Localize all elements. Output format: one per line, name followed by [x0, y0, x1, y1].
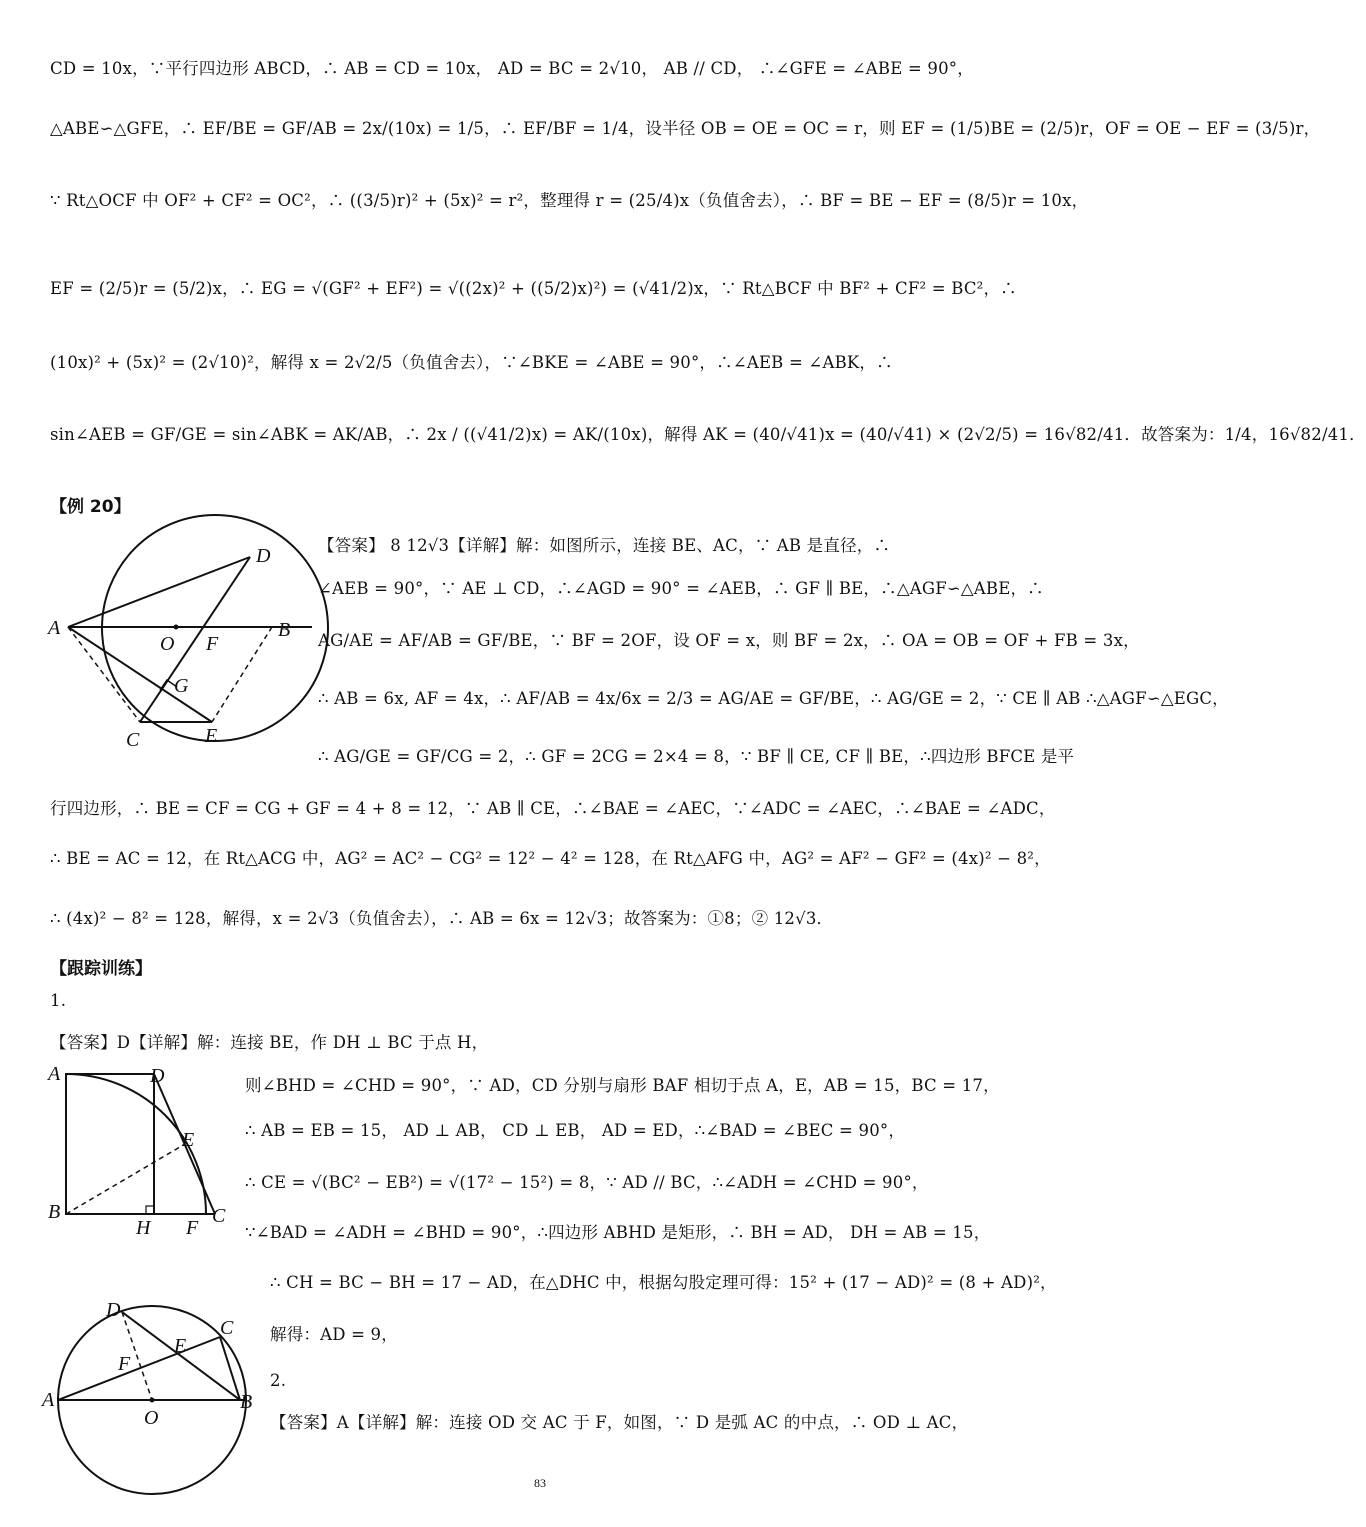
label-f: F — [186, 1217, 199, 1239]
text-line: 解得：AD = 9， — [270, 1325, 398, 1344]
text-line: ∴ (4x)² − 8² = 128，解得，x = 2√3（负值舍去），∴ AB = 6x = 12√3；故答案为：①8；② 12√3． — [50, 909, 834, 928]
text-line: ∵∠BAD = ∠ADH = ∠BHD = 90°，∴四边形 ABHD 是矩形，∴ BH = AD， DH = AB = 15， — [245, 1223, 991, 1242]
text-line: EF = (2/5)r = (5/2)x，∴ EG = √(GF² + EF²) = √((2x)² + ((5/2)x)²) = (√41/2)x，∵ Rt△BCF 中 BF² + CF² = BC²，∴ — [50, 279, 1017, 298]
text-line: ∴ BE = AC = 12，在 Rt△ACG 中，AG² = AC² − CG² = 12² − 4² = 128，在 Rt△AFG 中，AG² = AF² − GF² = (4x)² − 8²， — [50, 849, 1051, 868]
label-e: E — [205, 725, 218, 747]
label-o: O — [144, 1407, 159, 1429]
text-line: ∴ AB = 6x, AF = 4x，∴ AF/AB = 4x/6x = 2/3 = AG/AE = GF/BE，∴ AG/GE = 2，∵ CE ∥ AB ∴△AGF∽△EGC， — [318, 689, 1229, 708]
question-number: 2. — [270, 1371, 287, 1390]
label-c: C — [220, 1317, 234, 1339]
text-line: ∴ AB = EB = 15， AD ⊥ AB， CD ⊥ EB， AD = ED，∴∠BAD = ∠BEC = 90°， — [245, 1121, 906, 1140]
label-b: B — [240, 1391, 253, 1413]
label-f: F — [206, 633, 219, 655]
label-b: B — [278, 619, 291, 641]
text-line: 【答案】D【详解】解：连接 BE，作 DH ⊥ BC 于点 H， — [50, 1033, 489, 1052]
circle-figure-example20 — [40, 520, 310, 760]
label-e: E — [182, 1129, 195, 1151]
label-c: C — [212, 1205, 226, 1227]
example-heading: 【例 20】 — [50, 497, 131, 517]
circle-figure-q2 — [40, 1300, 260, 1470]
text-line: 【答案】A【详解】解：连接 OD 交 AC 于 F，如图，∵ D 是弧 AC 的中点，∴ OD ⊥ AC， — [270, 1413, 969, 1432]
label-a: A — [42, 1389, 55, 1411]
text-line: △ABE∽△GFE，∴ EF/BE = GF/AB = 2x/(10x) = 1/5，∴ EF/BF = 1/4，设半径 OB = OE = OC = r，则 EF = (1/5)BE = (2/5)r，OF = OE − EF = (3/5)r， — [50, 119, 1321, 138]
text-line: ∵ Rt△OCF 中 OF² + CF² = OC²，∴ ((3/5)r)² + (5x)² = r²，整理得 r = (25/4)x（负值舍去），∴ BF = BE − EF = (8/5)r = 10x， — [50, 191, 1089, 210]
label-e: E — [174, 1335, 187, 1357]
text-line: ∴ CE = √(BC² − EB²) = √(17² − 15²) = 8，∵ AD // BC，∴∠ADH = ∠CHD = 90°， — [245, 1173, 929, 1192]
text-line: CD = 10x，∵平行四边形 ABCD，∴ AB = CD = 10x， AD = BC = 2√10， AB // CD， ∴∠GFE = ∠ABE = 90°， — [50, 59, 974, 78]
text-line: sin∠AEB = GF/GE = sin∠ABK = AK/AB，∴ 2x / ((√41/2)x) = AK/(10x)，解得 AK = (40/√41)x = (40/√41) × (2√2/5) = 16√82/41．故答案为：1/4，16√82/41． — [50, 425, 1366, 444]
label-c: C — [126, 729, 140, 751]
text-line: ∠AEB = 90°，∵ AE ⊥ CD，∴∠AGD = 90° = ∠AEB，∴ GF ∥ BE，∴△AGF∽△ABE，∴ — [318, 579, 1044, 598]
label-a: A — [48, 617, 61, 639]
text-line: 【答案】 8 12√3【详解】解：如图所示，连接 BE、AC，∵ AB 是直径，∴ — [318, 536, 891, 555]
label-d: D — [256, 545, 271, 567]
section-heading: 【跟踪训练】 — [50, 959, 152, 979]
label-a: A — [48, 1063, 61, 1085]
label-g: G — [174, 675, 189, 697]
text-line: AG/AE = AF/AB = GF/BE，∵ BF = 2OF，设 OF = x，则 BF = 2x，∴ OA = OB = OF + FB = 3x， — [318, 631, 1140, 650]
text-line: (10x)² + (5x)² = (2√10)²，解得 x = 2√2/5（负值舍去），∵∠BKE = ∠ABE = 90°，∴∠AEB = ∠ABK，∴ — [50, 353, 893, 372]
label-f: F — [118, 1353, 131, 1375]
label-d: D — [106, 1299, 121, 1321]
question-number: 1. — [50, 991, 67, 1010]
label-b: B — [48, 1201, 61, 1223]
label-d: D — [150, 1065, 165, 1087]
text-line: ∴ CH = BC − BH = 17 − AD，在△DHC 中，根据勾股定理可得：15² + (17 − AD)² = (8 + AD)²， — [270, 1273, 1057, 1292]
text-line: 则∠BHD = ∠CHD = 90°，∵ AD，CD 分别与扇形 BAF 相切于点 A，E，AB = 15，BC = 17， — [245, 1076, 1000, 1095]
square-sector-figure — [40, 1062, 240, 1242]
page-number: 83 — [534, 1476, 546, 1490]
text-line: ∴ AG/GE = GF/CG = 2，∴ GF = 2CG = 2×4 = 8，∵ BF ∥ CE, CF ∥ BE，∴四边形 BFCE 是平 — [318, 747, 1075, 766]
text-line: 行四边形，∴ BE = CF = CG + GF = 4 + 8 = 12，∵ AB ∥ CE，∴∠BAE = ∠AEC，∵∠ADC = ∠AEC，∴∠BAE = ∠ADC， — [50, 799, 1056, 818]
label-o: O — [160, 633, 175, 655]
label-h: H — [136, 1217, 151, 1239]
